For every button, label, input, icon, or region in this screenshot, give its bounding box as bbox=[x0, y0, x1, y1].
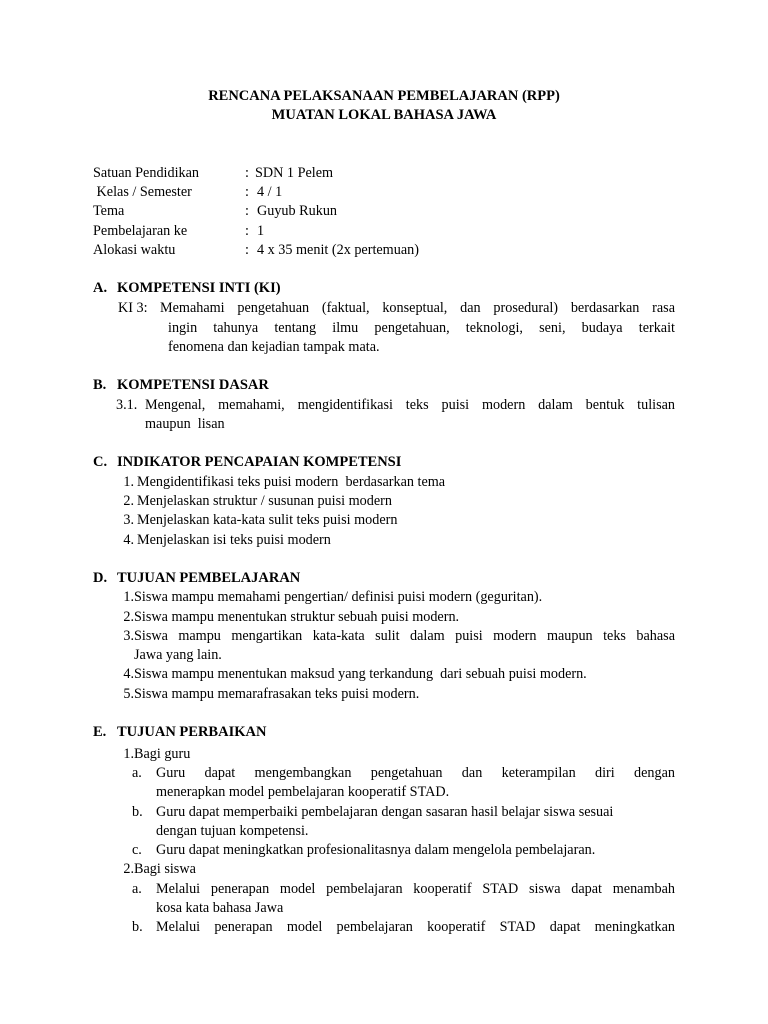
ki-text-line: Memahami pengetahuan (faktual, konseptual, dan prosedural) berdasarkan rasa bbox=[160, 300, 675, 316]
section-heading: A. KOMPETENSI INTI (KI) bbox=[93, 280, 281, 296]
section-heading: C. INDIKATOR PENCAPAIAN KOMPETENSI bbox=[93, 454, 402, 470]
document-page: RENCANA PELAKSANAAN PEMBELAJARAN (RPP) MUATAN LOKAL BAHASA JAWA Satuan Pendidikan : SDN 1 Pelem Kelas / Semester : 4 / 1 Tema : Guyub Rukun Pembelajaran ke : 1 Alokasi waktu : 4 x 35 menit (2x pertemuan) A. KOMPETENSI INTI (KI) KI 3: Memahami pengetahuan (faktual, konseptual, dan prosedural) berdasarkan rasa ingin tahunya tentang ilmu pengetahuan, teknologi, seni, budaya terkait fenomena dan kejadian tampak mata. B. KOMPETENSI DASAR 3.1. Mengenal, memahami, mengidentifikasi teks puisi modern dalam bentuk tulisan maupun lisan C. INDIKATOR PENCAPAIAN KOMPETENSI 1. Mengidentifikasi teks puisi modern berdasarkan tema 2. Menjelaskan struktur / susunan puisi modern 3. Menjelaskan kata-kata sulit teks puisi modern 4. Menjelaskan isi teks puisi modern D. TUJUAN PEMBELAJARAN 1. Siswa mampu memahami pengertian/ definisi puisi modern (geguritan). 2. Siswa mampu menentukan struktur sebuah puisi modern. 3. Siswa mampu mengartikan kata-kata sulit dalam puisi modern maupun teks bahasa Jawa yang lain. 4. Siswa mampu menentukan maksud yang terkandung dari sebuah puisi modern. 5. Siswa mampu memarafrasakan teks puisi modern. E. TUJUAN PERBAIKAN 1. Bagi guru a. Guru dapat mengembangkan pengetahuan dan keterampilan diri dengan menerapkan model pembelajaran kooperatif STAD. b. Guru dapat memperbaiki pembelajaran dengan sasaran hasil belajar siswa sesuai dengan tujuan kompetensi. c. Guru dapat meningkatkan profesionalitasnya dalam mengelola pembelajaran. 2. Bagi siswa a. Melalui penerapan model pembelajaran kooperatif STAD siswa dapat menambah kosa kata bahasa Jawa b. Melalui penerapan model pembelajaran kooperatif STAD dapat meningkatkan bbox=[0, 0, 768, 1024]
ki-text-line: fenomena dan kejadian tampak mata. bbox=[168, 339, 380, 355]
ki-text-line: ingin tahunya tentang ilmu pengetahuan, teknologi, seni, budaya terkait bbox=[168, 320, 675, 336]
kd-text-line: Mengenal, memahami, mengidentifikasi teks puisi modern dalam bentuk tulisan bbox=[145, 397, 675, 413]
section-heading: E. TUJUAN PERBAIKAN bbox=[93, 724, 267, 740]
kd-label: 3.1. bbox=[116, 397, 138, 413]
kd-text-line: maupun lisan bbox=[145, 416, 225, 432]
document-title: RENCANA PELAKSANAAN PEMBELAJARAN (RPP) bbox=[208, 88, 560, 104]
section-heading: B. KOMPETENSI DASAR bbox=[93, 377, 269, 393]
ki-label: KI 3: bbox=[118, 300, 148, 316]
sub-item-text: Guru dapat memperbaiki pembelajaran dengan sasaran hasil belajar siswa sesuai bbox=[156, 804, 614, 820]
sub-item-text: Guru dapat meningkatkan profesionalitasnya dalam mengelola pembelajaran. bbox=[156, 842, 596, 858]
section-heading: D. TUJUAN PEMBELAJARAN bbox=[93, 570, 301, 586]
sub-item-text: Melalui penerapan model pembelajaran kooperatif STAD dapat meningkatkan bbox=[156, 919, 675, 935]
document-subtitle: MUATAN LOKAL BAHASA JAWA bbox=[271, 107, 497, 123]
sub-item-text: Melalui penerapan model pembelajaran kooperatif STAD siswa dapat menambah bbox=[156, 881, 675, 897]
sub-item-text: Guru dapat mengembangkan pengetahuan dan keterampilan diri dengan bbox=[156, 765, 675, 781]
